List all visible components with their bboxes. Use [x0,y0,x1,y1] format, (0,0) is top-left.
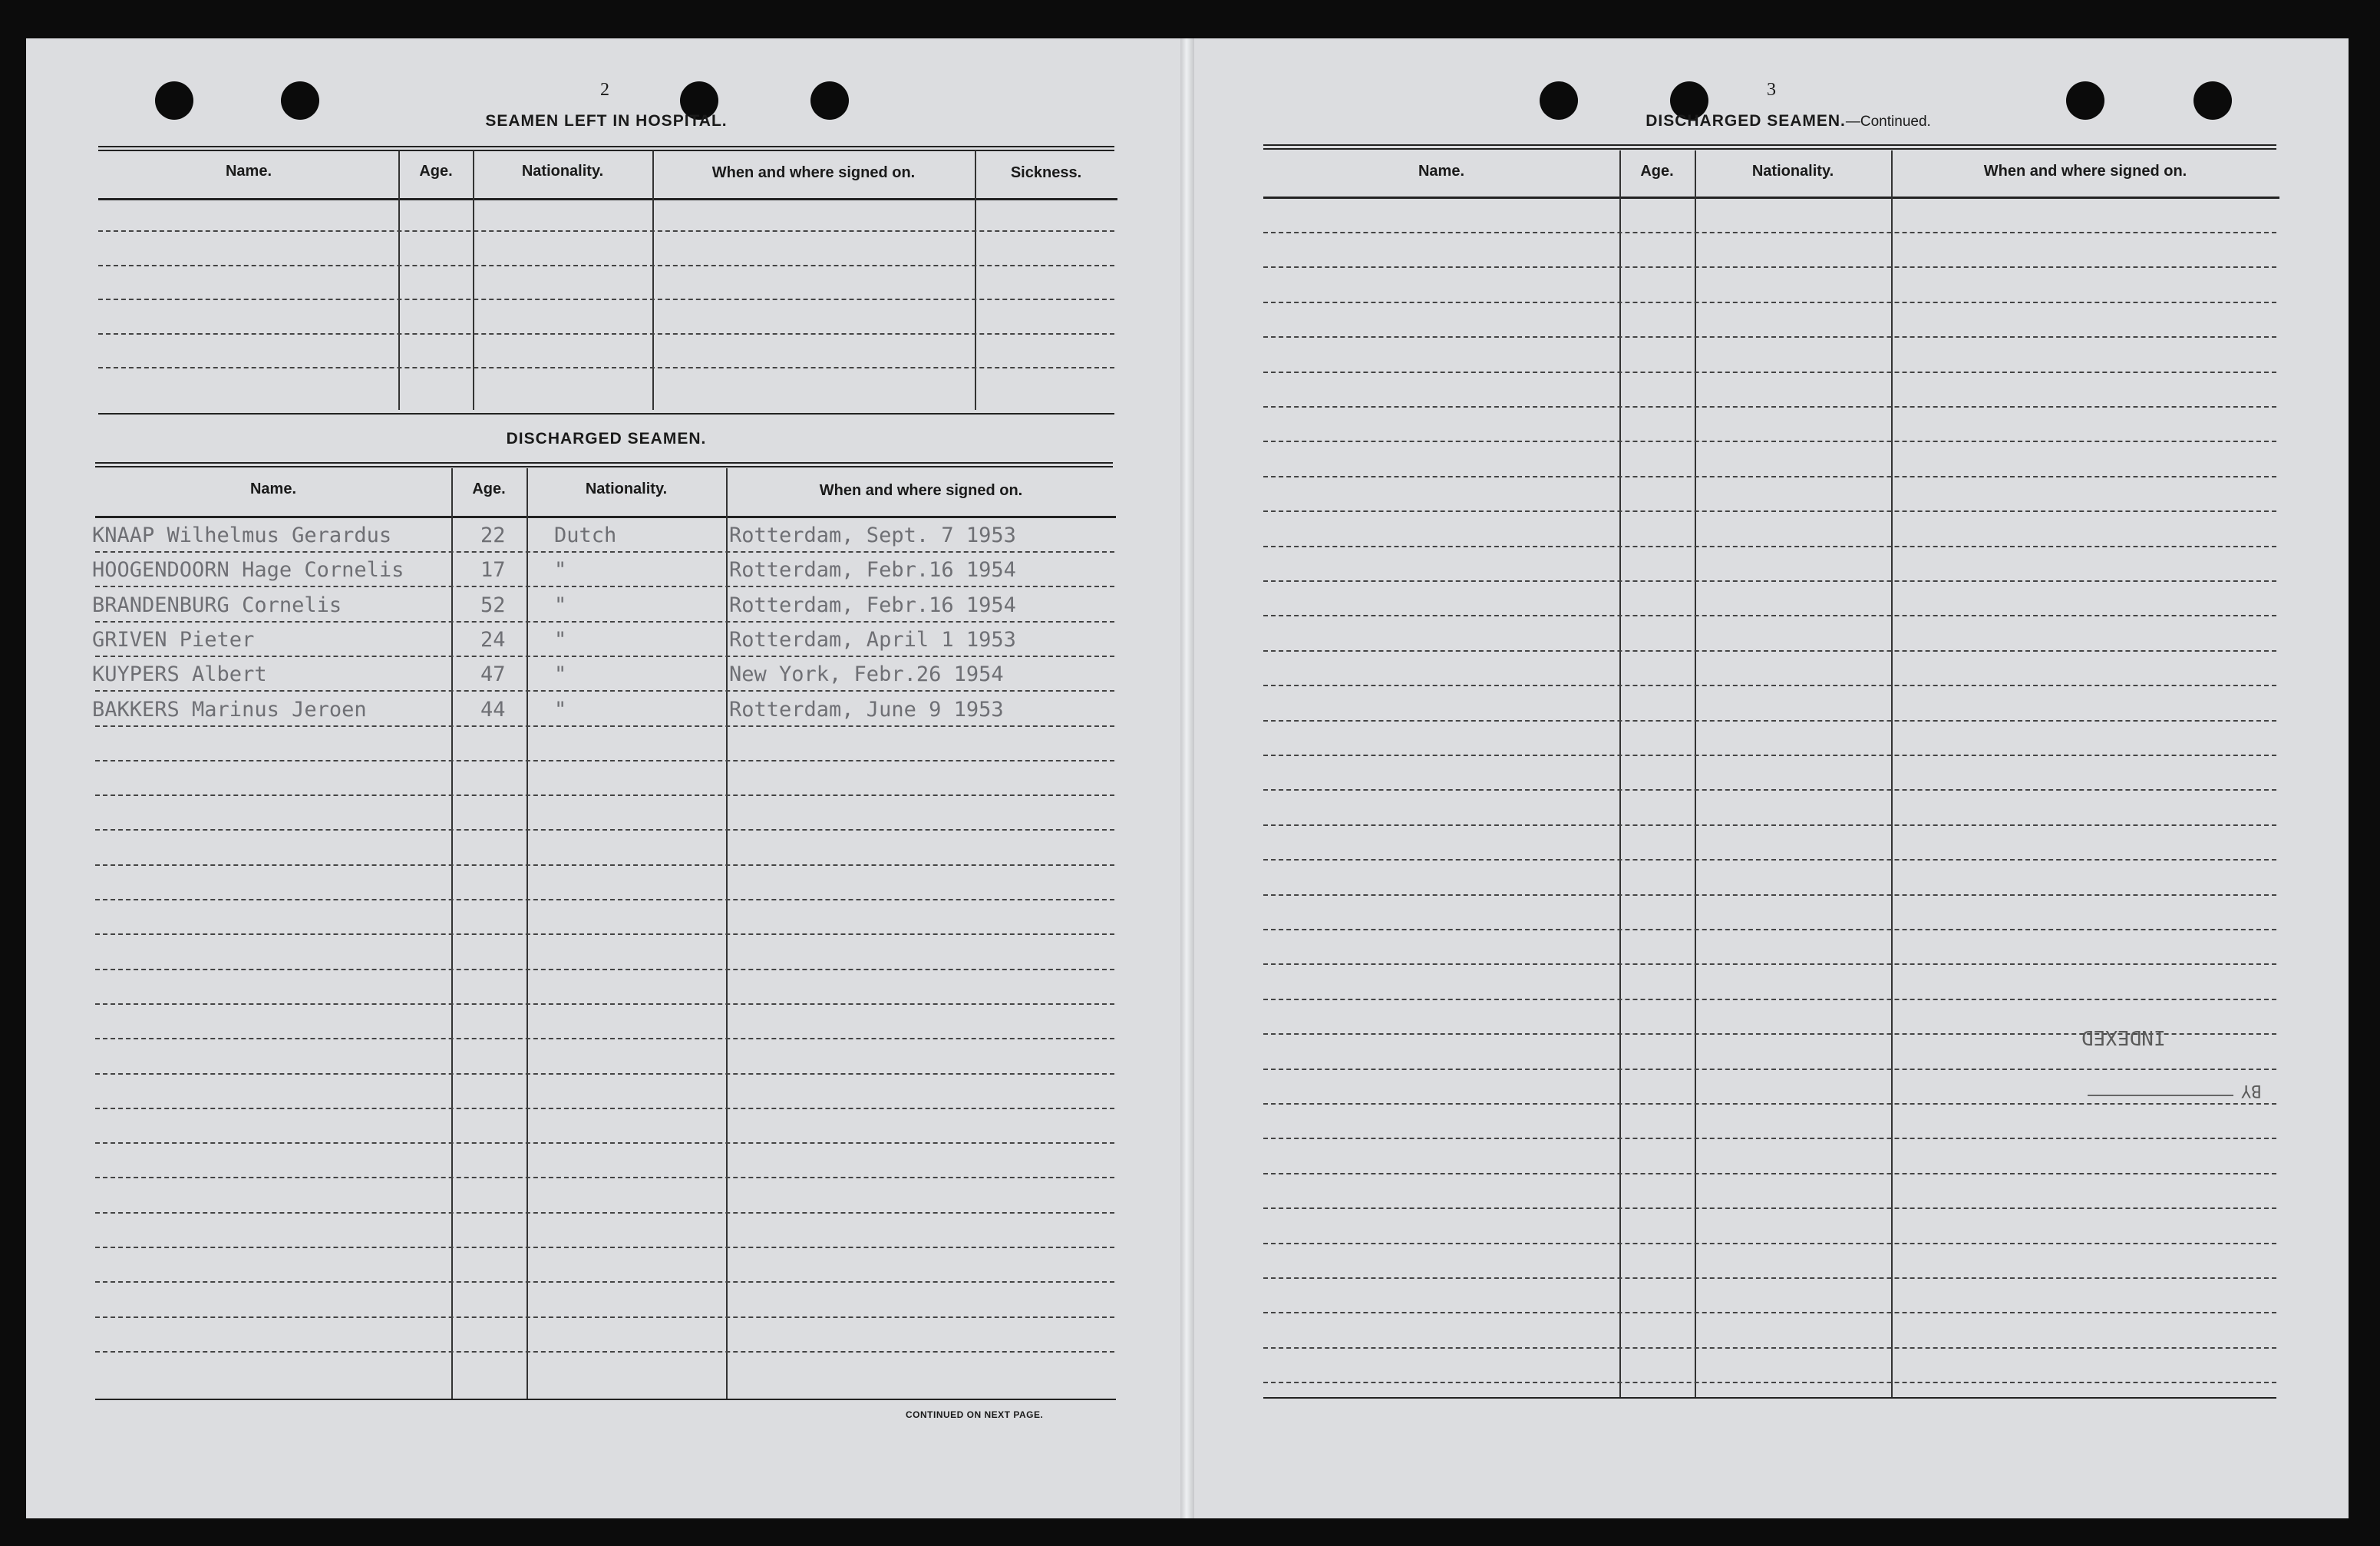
ruled-line [95,933,1114,935]
ruled-line [1263,999,2276,1000]
ruled-line [1263,789,2276,791]
indexed-stamp-by: BY [2241,1081,2262,1100]
ruled-line [1263,1207,2276,1209]
ruled-line [95,1316,1114,1318]
ruled-line [1263,929,2276,930]
ruled-line [1263,1382,2276,1383]
ruled-line [1263,1312,2276,1313]
ruled-line [1263,441,2276,442]
discharged-header-rule [95,516,1116,518]
hospital-section-title: SEAMEN LEFT IN HOSPITAL. [485,112,728,130]
discharged-section-title: DISCHARGED SEAMEN. [506,430,707,448]
right-header-nationality: Nationality. [1751,163,1834,180]
punch-hole [281,81,319,120]
ruled-line [1263,894,2276,896]
ruled-line [1263,406,2276,408]
punch-hole [810,81,849,120]
discharged-age-cell: 47 [480,662,506,687]
discharged-signed-on-cell: Rotterdam, Febr.16 1954 [729,593,1016,617]
right-header-signed-on: When and where signed on. [1983,163,2187,180]
ruled-line [1263,546,2276,547]
page-number-right: 3 [1767,80,1776,100]
discharged-name-cell: KNAAP Wilhelmus Gerardus [92,524,392,547]
discharged-name-cell: KUYPERS Albert [92,662,267,687]
ruled-line [95,1247,1114,1248]
ruled-line [1263,510,2276,512]
right-header-age: Age. [1640,163,1674,180]
ruled-line [95,1073,1114,1075]
ruled-line [95,969,1114,970]
ruled-line [95,1351,1114,1353]
page-fold [1180,38,1194,1518]
ruled-line [1263,302,2276,303]
ruled-line [95,1003,1114,1005]
ruled-line [95,829,1114,831]
discharged-age-cell: 17 [480,558,506,583]
discharged-name-cell: GRIVEN Pieter [92,627,255,652]
ruled-line [95,864,1114,866]
punch-hole [155,81,193,120]
ruled-line [95,551,1114,553]
ruled-line [95,760,1114,761]
hospital-header-sickness: Sickness. [1010,164,1082,181]
hospital-table-top-rule [98,146,1114,151]
ruled-line [95,656,1114,657]
ruled-line [95,899,1114,900]
hospital-header-signed-on: When and where signed on. [711,164,916,181]
discharged-name-cell: BRANDENBURG Cornelis [92,593,342,617]
hospital-col-divider [652,150,654,410]
hospital-col-divider [398,150,400,410]
ruled-line [1263,1138,2276,1139]
hospital-header-age: Age. [419,163,453,180]
ruled-line [1263,232,2276,233]
discharged-header-name: Name. [249,481,297,497]
discharged-table-top-rule [95,462,1113,467]
continued-note: CONTINUED ON NEXT PAGE. [906,1409,1044,1420]
ruled-line [95,690,1114,692]
ruled-line [98,299,1114,300]
ruled-line [1263,615,2276,616]
indexed-stamp: INDEXED [2081,1026,2166,1049]
discharged-signed-on-cell: Rotterdam, June 9 1953 [729,697,1004,722]
discharged-name-cell: BAKKERS Marinus Jeroen [92,697,367,722]
ruled-line [95,794,1114,796]
ruled-line [98,367,1114,368]
ruled-line [1263,650,2276,652]
ruled-line [95,1177,1114,1178]
discharged-nationality-cell: " [554,662,567,687]
hospital-col-divider [975,150,976,410]
discharged-header-nationality: Nationality. [585,481,668,497]
right-section-title [1566,112,2011,130]
ruled-line [1263,476,2276,477]
discharged-signed-on-cell: Rotterdam, April 1 1953 [729,627,1016,652]
ruled-line [1263,266,2276,268]
right-title-text: DISCHARGED SEAMEN. [1646,112,1846,130]
ruled-line [1263,1069,2276,1070]
ruled-line [95,1212,1114,1214]
discharged-age-cell: 44 [480,697,506,722]
discharged-nationality-cell: " [554,627,567,652]
discharged-signed-on-cell: Rotterdam, Febr.16 1954 [729,558,1016,583]
right-header-rule [1263,197,2279,199]
discharged-nationality-cell: " [554,593,567,617]
ruled-line [1263,1173,2276,1174]
ruled-line [1263,580,2276,582]
page-number-left: 2 [600,80,609,100]
ruled-line [1263,372,2276,373]
ruled-line [1263,859,2276,861]
right-table-bottom-rule [1263,1397,2276,1399]
discharged-header-age: Age. [472,481,506,497]
discharged-nationality-cell: " [554,697,567,722]
ruled-line [95,1038,1114,1039]
ruled-line [95,1108,1114,1109]
right-header-name: Name. [1418,163,1465,180]
right-table-top-rule [1263,144,2276,150]
discharged-age-cell: 22 [480,524,506,547]
hospital-header-nationality: Nationality. [521,163,604,180]
hospital-header-name: Name. [225,163,272,180]
ruled-line [1263,685,2276,686]
ruled-line [1263,1103,2276,1105]
discharged-age-cell: 52 [480,593,506,617]
ruled-line [95,621,1114,623]
hospital-header-rule [98,198,1117,200]
discharged-signed-on-cell: New York, Febr.26 1954 [729,662,1004,687]
discharged-nationality-cell: Dutch [554,524,617,547]
punch-hole [2066,81,2104,120]
ruled-line [1263,1347,2276,1349]
punch-hole [2193,81,2232,120]
ruled-line [98,333,1114,335]
ruled-line [1263,336,2276,338]
ruled-line [98,230,1114,232]
discharged-signed-on-cell: Rotterdam, Sept. 7 1953 [729,524,1016,547]
discharged-name-cell: HOOGENDOORN Hage Cornelis [92,558,404,583]
hospital-col-divider [473,150,474,410]
discharged-table-bottom-rule [95,1399,1116,1400]
ruled-line [1263,1243,2276,1244]
ruled-line [95,586,1114,587]
ruled-line [95,1142,1114,1144]
hospital-table-bottom-rule [98,413,1114,415]
ruled-line [1263,963,2276,965]
discharged-header-signed-on: When and where signed on. [819,482,1023,499]
right-title-continued: —Continued. [1845,114,1931,130]
discharged-age-cell: 24 [480,627,506,652]
discharged-nationality-cell: " [554,558,567,583]
ruled-line [95,1281,1114,1283]
ruled-line [1263,720,2276,722]
ruled-line [1263,755,2276,756]
ruled-line [95,725,1114,727]
ruled-line [98,265,1114,266]
ruled-line [1263,1277,2276,1279]
stamp-rule [2088,1095,2233,1096]
ruled-line [1263,824,2276,826]
